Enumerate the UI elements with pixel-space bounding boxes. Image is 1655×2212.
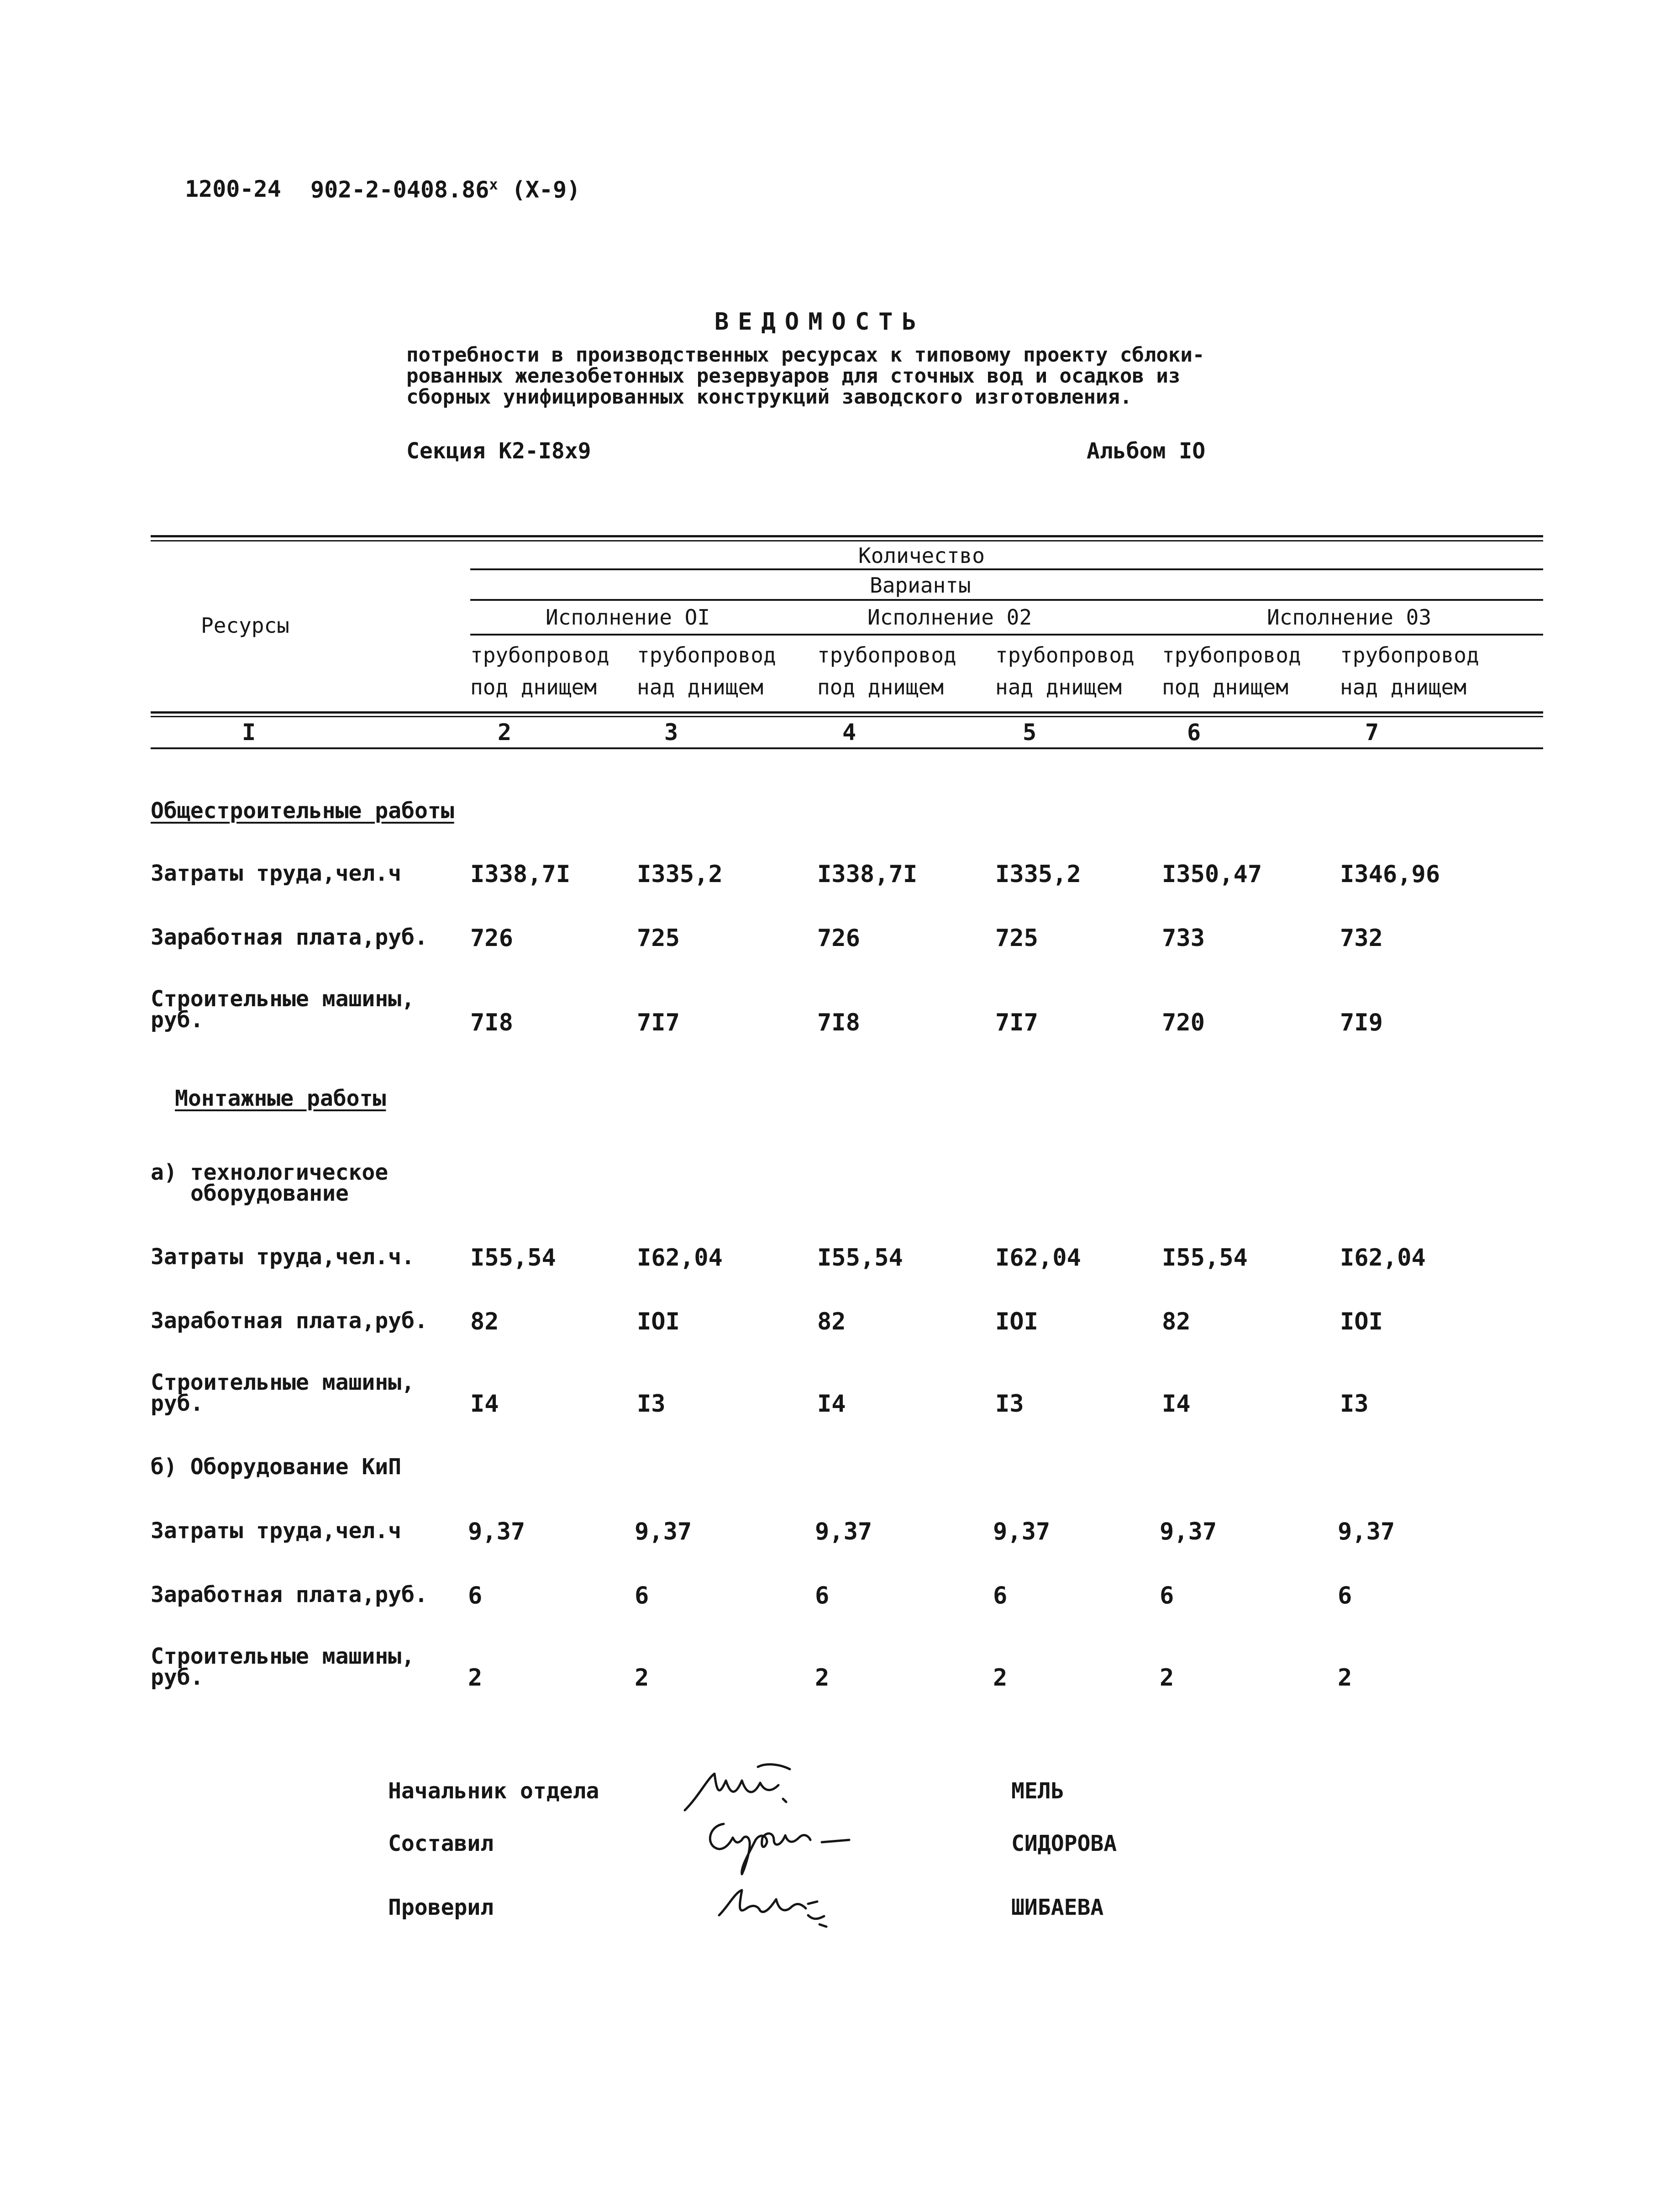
column-number: 5	[1023, 719, 1037, 746]
cell: 82	[470, 1308, 499, 1335]
cell: 7I7	[995, 1009, 1038, 1036]
cell: 725	[637, 925, 680, 952]
column-header-line1: трубопровод	[1340, 643, 1479, 667]
cell: I55,54	[817, 1244, 903, 1272]
column-number: 6	[1187, 719, 1201, 746]
cell: 6	[815, 1582, 830, 1609]
row-label	[151, 986, 415, 1033]
column-number: 2	[498, 719, 512, 746]
tech-equipment-caption	[151, 1162, 388, 1204]
column-header-line1: трубопровод	[995, 643, 1135, 667]
row-label: Заработная плата,руб.	[151, 925, 428, 950]
cell: I335,2	[995, 861, 1081, 888]
cell: I55,54	[1162, 1244, 1248, 1272]
execution-01-header: Исполнение OI	[546, 605, 710, 630]
resources-header: Ресурсы	[201, 613, 289, 638]
column-header-line1: трубопровод	[637, 643, 776, 667]
cell: 732	[1340, 925, 1383, 952]
column-header-line1: трубопровод	[817, 643, 956, 667]
cell: 733	[1162, 925, 1205, 952]
cell: 9,37	[1338, 1518, 1395, 1545]
row-label-line1: Строительные машины,	[151, 1370, 415, 1395]
tech-caption-line2: оборудование	[190, 1181, 349, 1206]
row-label: Заработная плата,руб.	[151, 1582, 428, 1608]
variants-rule-left	[470, 599, 566, 601]
column-header-line1: трубопровод	[1162, 643, 1301, 667]
column-header-line2: под днищем	[817, 675, 944, 699]
cell: 7I9	[1340, 1009, 1383, 1036]
column-number-rule	[151, 747, 1543, 749]
row-label	[151, 1646, 415, 1688]
row-label-line2: руб.	[151, 1007, 204, 1033]
cell: IOI	[637, 1308, 680, 1335]
execution-03-header: Исполнение 03	[1267, 605, 1432, 630]
cell: 6	[635, 1582, 649, 1609]
row-label: Заработная плата,руб.	[151, 1308, 428, 1334]
cell: 2	[815, 1664, 830, 1692]
general-works-caption: Общестроительные работы	[151, 798, 454, 824]
cell: 9,37	[468, 1518, 525, 1545]
album-label: Альбом IO	[1087, 438, 1206, 464]
cell: I3	[637, 1390, 666, 1418]
column-header-3	[637, 639, 776, 703]
column-header-7	[1340, 639, 1479, 703]
cell: I4	[817, 1390, 846, 1418]
cell: I338,7I	[470, 861, 571, 888]
column-header-line1: трубопровод	[470, 643, 609, 667]
cell: I346,96	[1340, 861, 1440, 888]
cell: I338,7I	[817, 861, 918, 888]
kip-equipment-caption: б) Оборудование КиП	[151, 1454, 402, 1480]
cell: 6	[1338, 1582, 1352, 1609]
column-header-line2: под днищем	[470, 675, 597, 699]
cell: 9,37	[815, 1518, 872, 1545]
execution-02-header: Исполнение 02	[867, 605, 1032, 630]
document-title: ВЕДОМОСТЬ	[715, 308, 925, 336]
section-label: Секция К2-I8х9	[406, 438, 591, 464]
document-number: 1200-24	[185, 176, 281, 202]
cell: 726	[817, 925, 860, 952]
cell: I62,04	[995, 1244, 1081, 1272]
signature-mark-checked	[715, 1883, 851, 1934]
variants-header: Варианты	[870, 573, 971, 598]
cell: 6	[1160, 1582, 1174, 1609]
column-number: 4	[842, 719, 856, 746]
header-bottom-rule-2	[151, 716, 1543, 717]
signature-role-checked: Проверил	[388, 1895, 494, 1920]
row-label-line1: Строительные машины,	[151, 1644, 415, 1669]
column-header-4	[817, 639, 956, 703]
row-label: Затраты труда,чел.ч	[151, 861, 402, 886]
cell: I62,04	[1340, 1244, 1426, 1272]
cell: IOI	[995, 1308, 1038, 1335]
cell: I350,47	[1162, 861, 1262, 888]
column-number: I	[242, 719, 256, 746]
signature-name-composed: СИДОРОВА	[1011, 1831, 1117, 1856]
column-header-6	[1162, 639, 1301, 703]
tech-caption-line1: а) технологическое	[151, 1160, 389, 1185]
cell: 9,37	[635, 1518, 692, 1545]
quantity-header: Количество	[858, 543, 985, 568]
cell: 2	[993, 1664, 1008, 1692]
cell: 2	[1160, 1664, 1174, 1692]
project-code-sup: x	[489, 176, 498, 193]
cell: 7I7	[637, 1009, 680, 1036]
cell: 2	[635, 1664, 649, 1692]
cell: 6	[993, 1582, 1008, 1609]
cell: I4	[1162, 1390, 1191, 1418]
cell: I4	[470, 1390, 499, 1418]
assembly-works-caption: Монтажные работы	[175, 1086, 386, 1111]
quantity-rule	[470, 568, 1543, 570]
cell: IOI	[1340, 1308, 1383, 1335]
row-label	[151, 1372, 415, 1414]
row-label: Затраты труда,чел.ч.	[151, 1244, 415, 1270]
column-header-line2: над днищем	[1340, 675, 1466, 699]
cell: 725	[995, 925, 1038, 952]
cell: I335,2	[637, 861, 723, 888]
signature-mark-composed	[699, 1815, 863, 1879]
cell: 82	[817, 1308, 846, 1335]
cell: 2	[1338, 1664, 1352, 1692]
cell: I3	[995, 1390, 1024, 1418]
document-intro: потребности в производственных ресурсах к типовому проекту сблоки- рованных железобетонных резервуаров для сточных вод и осадков из сборных унифицированных конструкций заводского изготовления.	[406, 343, 1205, 409]
table-top-rule	[151, 535, 1543, 537]
signature-name-checked: ШИБАЕВА	[1011, 1895, 1104, 1920]
column-header-2	[470, 639, 609, 703]
cell: I62,04	[637, 1244, 723, 1272]
signature-role-composed: Составил	[388, 1831, 494, 1856]
row-label-line2: руб.	[151, 1391, 204, 1416]
project-code-suffix: (X-9)	[498, 176, 581, 203]
row-label-line2: руб.	[151, 1665, 204, 1690]
header-bottom-rule	[151, 711, 1543, 714]
signature-name-head: МЕЛЬ	[1011, 1778, 1064, 1804]
cell: I55,54	[470, 1244, 556, 1272]
cell: 9,37	[993, 1518, 1051, 1545]
cell: I3	[1340, 1390, 1369, 1418]
signature-role-head: Начальник отдела	[388, 1778, 599, 1804]
column-header-5	[995, 639, 1135, 703]
cell: 6	[468, 1582, 483, 1609]
column-number: 7	[1365, 719, 1379, 746]
cell: 7I8	[817, 1009, 860, 1036]
cell: 720	[1162, 1009, 1205, 1036]
table-top-rule-2	[151, 540, 1543, 541]
cell: 82	[1162, 1308, 1191, 1335]
signature-mark-head	[680, 1760, 799, 1815]
cell: 9,37	[1160, 1518, 1217, 1545]
project-code-main: 902-2-0408.86	[310, 176, 489, 203]
row-label-line1: Строительные машины,	[151, 986, 415, 1012]
project-code	[310, 176, 580, 203]
cell: 2	[468, 1664, 483, 1692]
cell: 7I8	[470, 1009, 513, 1036]
column-header-line2: под днищем	[1162, 675, 1288, 699]
cell: 726	[470, 925, 513, 952]
execution-rule	[470, 634, 1543, 636]
column-header-line2: над днищем	[995, 675, 1122, 699]
variants-rule	[566, 599, 1543, 601]
column-header-line2: над днищем	[637, 675, 763, 699]
row-label: Затраты труда,чел.ч	[151, 1518, 402, 1544]
column-number: 3	[664, 719, 678, 746]
